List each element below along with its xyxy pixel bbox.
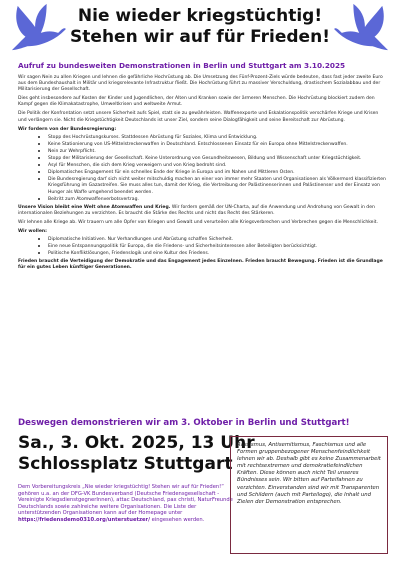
vision-paragraph-2: Wir lehnen alle Kriege ab. Wir trauern um alle Opfer von Kriegen und Gewalt und verurteilen alle Kriegsverbrechen und Verbrechen gegen die Menschlichkeit. <box>18 219 378 225</box>
event-date: Sa., 3. Okt. 2025, 13 Uhr <box>18 433 255 453</box>
demands-list <box>18 134 388 203</box>
list-item: • Nein zur Wehrpflicht. <box>48 148 388 155</box>
dove-icon <box>8 2 66 54</box>
vision-paragraph-1 <box>18 205 388 217</box>
subheadline: Aufruf zu bundesweiten Demonstrationen in Berlin und Stuttgart am 3.10.2025 <box>18 61 346 70</box>
intro-paragraph-3: Die Politik der Konfrontation setzt unsere Sicherheit aufs Spiel, statt sie zu gewährleisten. Waffenexporte und Eskalationspolitik verschärfen Kriege und Krisen und verlängern sie. Nicht die Kriegstüchtigkeit Deutschlands ist unser Ziel, sondern seine Dialogfähigkeit und seine Bereitschaft zur Abrüstung. <box>18 111 379 123</box>
demonstration-callout: Deswegen demonstrieren wir am 3. Oktober in Berlin und Stuttgart! <box>18 418 350 428</box>
supporters-link[interactable]: https://friedensdemo0310.org/unterstuetzer/ <box>18 516 150 523</box>
organizer-tail: eingesehen werden. <box>151 516 205 523</box>
list-item: • Stopp der Militarisierung der Gesellschaft. Keine Unterordnung von Gesundheitswesen, Bildung und Wissenschaft unter Kriegstüchtigkeit. <box>48 155 388 162</box>
main-text <box>18 75 388 275</box>
statement-box: Rassismus, Antisemitismus, Faschismus und alle Formen gruppenbezogener Menschenfeindlichkeit lehnen wir ab. Deshalb gibt es keine Zusammenarbeit mit rechtsextremen und demokratiefeindlichen Kräften. Diese können auch nicht Teil unseres Bündnisses sein. Wir bitten auf Parteifahnen zu verzichten. Einverstanden sind wir mit Transparenten und Schildern (auch mit Parteilogo), die Inhalt und Zielen der Demonstration entsprechen. <box>230 436 388 554</box>
event-place: Schlossplatz Stuttgart <box>18 454 233 474</box>
page-title <box>66 6 334 48</box>
list-item: • Politische Konfliktlösungen, Friedenslogik und eine Kultur des Friedens. <box>48 250 388 257</box>
dove-icon <box>334 2 392 54</box>
list-item: • Asyl für Menschen, die sich dem Krieg verweigern und von Krieg bedroht sind. <box>48 162 388 169</box>
title-line-1: Nie wieder kriegstüchtig! <box>77 6 323 26</box>
list-item: • Eine neue Entspannungspolitik für Europa, die die Friedens- und Sicherheitsinteressen aller Beteiligten berücksichtigt. <box>48 243 388 250</box>
intro-paragraph-1: Wir sagen Nein zu allen Kriegen und lehnen die gefährliche Hochrüstung ab. Die Umsetzung des Fünf-Prozent-Ziels würde bedeuten, dass fast jeder zweite Euro aus dem Bundeshaushalt in Militär und kriegsrelevante Infrastruktur fließt. Die Hochrüstung führt zu massiver Verschuldung, drastischem Sozialabbau und der Militarisierung der Gesellschaft. <box>18 75 383 93</box>
vision-lead: Unsere Vision bleibt eine Welt ohne Atomwaffen und Krieg. <box>18 204 171 210</box>
organizer-text: Dem Vorbereitungskreis „Nie wieder kriegstüchtig! Stehen wir auf für Frieden!“ gehören u.a. an der DFG-VK Bundesverband (Deutsche Friedensgesellschaft - Vereinigte KriegsdienstgegnerInnen), attac Deutschland, pax christi, NaturFreunde Deutschlands sowie zahlreiche weitere Organisationen. Die Liste der unterstützenden Organisationen kann auf der Homepage unter <box>18 484 233 517</box>
wishes-list <box>18 236 388 257</box>
intro-paragraph-2: Dies geht insbesondere auf Kosten der Kinder und Jugendlichen, der Alten und Kranken sowie der ärmeren Menschen. Die Hochrüstung blockiert zudem den Kampf gegen die Klimakatastrophe, Umweltkrisen und weltweite Armut. <box>18 96 375 108</box>
closing-statement: Frieden braucht die Verteidigung der Demokratie und das Engagement jedes Einzelnen. Frieden braucht Bewegung. Frieden ist die Grundlage für ein gutes Leben künftiger Generationen. <box>18 259 383 271</box>
organizer-note <box>18 484 233 524</box>
event-details <box>18 433 255 475</box>
list-item: • Diplomatische Initiativen. Nur Verhandlungen und Abrüstung schaffen Sicherheit. <box>48 236 388 243</box>
list-item: • Beitritt zum Atomwaffenverbotsvertrag. <box>48 196 388 203</box>
list-item: • Keine Stationierung von US-Mittelstreckenwaffen in Deutschland. Entschlossenen Einsatz für ein Europa ohne Mittelstreckenwaffen. <box>48 141 388 148</box>
vision-text: Wir fordern gemäß der UN-Charta, auf die Anwendung und Androhung von Gewalt in den internationalen Beziehungen zu verzichten. Es braucht die Stärke des Rechts und nicht das Recht des Stärkeren. <box>18 204 375 216</box>
demands-heading: Wir fordern von der Bundesregierung: <box>18 126 117 132</box>
list-item: • Stopp des Hochrüstungskurses. Stattdessen Abrüstung für Soziales, Klima und Entwicklung. <box>48 134 388 141</box>
wishes-heading: Wir wollen: <box>18 228 47 234</box>
list-item: • Die Bundesregierung darf sich nicht weiter mitschuldig machen an einer von immer mehr Staaten und Organisationen als Völkermord klassifizierten Kriegsführung im Gazastreifen. Sie muss alles tun, damit der Krieg, die Vertreibung der Palästinenserinnen und Palästinenser und der Einsatz von Hunger als Waffe umgehend beendet werden. <box>48 176 388 195</box>
list-item: • Diplomatisches Engagement für ein schnelles Ende der Kriege in Europa und im Nahen und Mittleren Osten. <box>48 169 388 176</box>
title-line-2: Stehen wir auf für Frieden! <box>70 27 330 47</box>
